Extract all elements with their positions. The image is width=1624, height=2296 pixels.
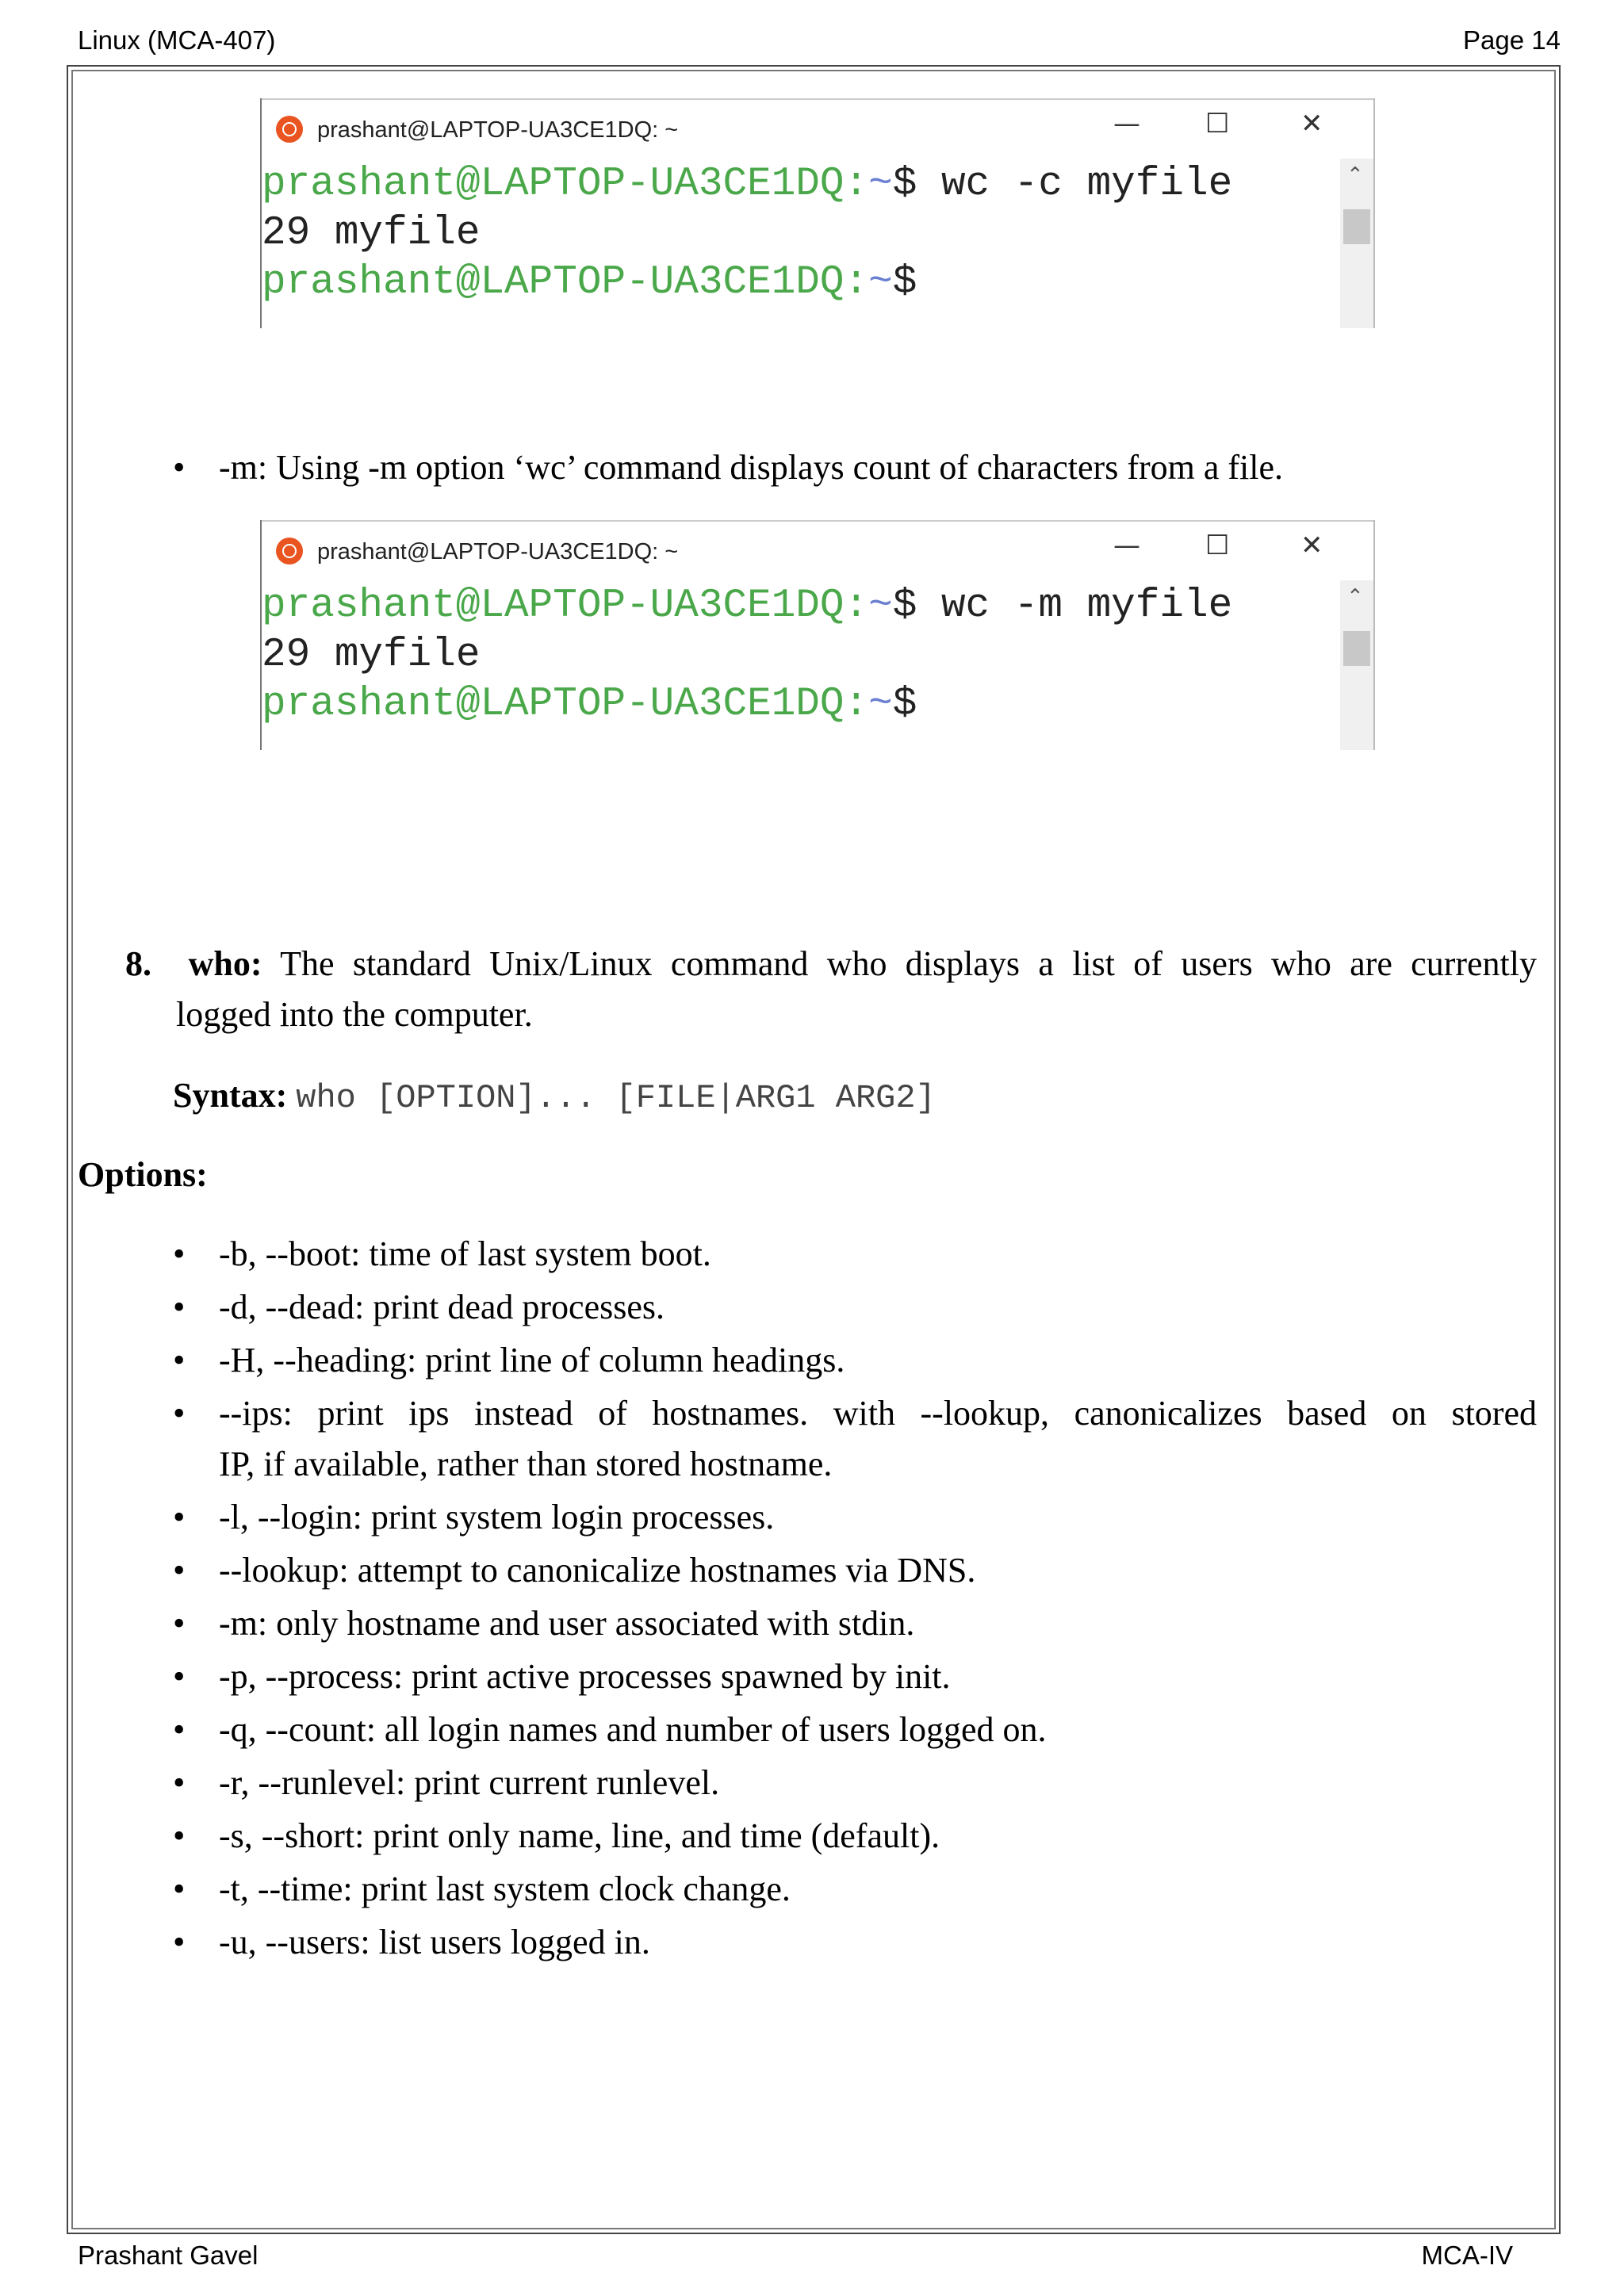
command-text: wc -m myfile <box>917 584 1233 629</box>
terminal-content <box>262 160 1232 308</box>
bullet-m-option: • -m: Using -m option ‘wc’ command displays count of characters from a file. <box>219 442 1283 493</box>
scrollbar-thumb[interactable] <box>1343 631 1370 666</box>
prompt-user: prashant@LAPTOP-UA3CE1DQ: <box>262 584 869 629</box>
header-page-number: Page 14 <box>1463 25 1561 55</box>
scrollbar-thumb[interactable] <box>1343 209 1370 244</box>
close-icon[interactable]: ✕ <box>1300 108 1323 140</box>
prompt-user: prashant@LAPTOP-UA3CE1DQ: <box>262 682 869 727</box>
option-item: • -q, --count: all login names and number of users logged on. <box>219 1705 1047 1755</box>
option-item: • -d, --dead: print dead processes. <box>219 1282 665 1333</box>
option-item: • -s, --short: print only name, line, and time (default). <box>219 1811 940 1862</box>
ubuntu-icon <box>276 538 303 564</box>
section-term: who: <box>188 944 262 983</box>
prompt-dir: ~ <box>868 260 893 305</box>
syntax-code: who [OPTION]... [FILE|ARG1 ARG2] <box>296 1079 936 1117</box>
option-item: • --ips: print ips instead of hostnames. with --lookup, canonicalizes based on stored <box>219 1388 1537 1439</box>
options-heading-text: Options: <box>78 1155 208 1194</box>
section-8-line2: logged into the computer. <box>176 995 533 1034</box>
command-output: 29 myfile <box>262 211 481 256</box>
option-item-continuation: IP, if available, rather than stored hostname. <box>219 1445 833 1483</box>
terminal-content <box>262 582 1232 729</box>
close-icon[interactable]: ✕ <box>1300 530 1323 561</box>
footer-class: MCA-IV <box>1421 2241 1513 2270</box>
prompt-user: prashant@LAPTOP-UA3CE1DQ: <box>262 260 869 305</box>
option-item: • -m: only hostname and user associated with stdin. <box>219 1598 914 1649</box>
option-item: • -l, --login: print system login processes. <box>219 1492 774 1543</box>
prompt-symbol: $ <box>892 162 917 207</box>
prompt-symbol: $ <box>892 682 917 727</box>
footer-author: Prashant Gavel <box>78 2241 259 2270</box>
terminal-title: prashant@LAPTOP-UA3CE1DQ: ~ <box>317 539 679 564</box>
maximize-icon[interactable]: ☐ <box>1205 108 1230 140</box>
minimize-icon[interactable]: — <box>1113 108 1140 140</box>
syntax-label: Syntax: <box>173 1076 288 1115</box>
scroll-up-icon[interactable]: ⌃ <box>1346 163 1364 187</box>
terminal-window-wc-m <box>260 520 1375 750</box>
prompt-symbol: $ <box>892 584 917 629</box>
terminal-title-bar <box>262 98 1373 152</box>
scrollbar[interactable] <box>1340 580 1373 750</box>
maximize-icon[interactable]: ☐ <box>1205 530 1230 561</box>
terminal-title: prashant@LAPTOP-UA3CE1DQ: ~ <box>317 117 679 143</box>
option-item: • --lookup: attempt to canonicalize hostnames via DNS. <box>219 1545 975 1596</box>
prompt-dir: ~ <box>868 584 893 629</box>
minimize-icon[interactable]: — <box>1113 530 1140 561</box>
options-heading <box>78 1150 208 1200</box>
prompt-user: prashant@LAPTOP-UA3CE1DQ: <box>262 162 869 207</box>
option-item: • -t, --time: print last system clock change. <box>219 1864 791 1915</box>
command-text: wc -c myfile <box>917 162 1233 207</box>
option-item: • -p, --process: print active processes spawned by init. <box>219 1651 951 1702</box>
section-description: The standard Unix/Linux command who displays a list of users who are currently <box>280 944 1537 983</box>
section-number: 8. <box>125 944 151 983</box>
terminal-window-wc-c <box>260 98 1375 328</box>
section-8-line1 <box>125 939 1537 989</box>
scrollbar[interactable] <box>1340 159 1373 328</box>
scroll-up-icon[interactable]: ⌃ <box>1346 585 1364 609</box>
terminal-title-bar <box>262 520 1373 574</box>
prompt-symbol: $ <box>892 260 917 305</box>
option-item: • -r, --runlevel: print current runlevel. <box>219 1758 719 1808</box>
command-output: 29 myfile <box>262 633 481 678</box>
header-course: Linux (MCA-407) <box>78 25 276 55</box>
syntax-line <box>173 1070 936 1123</box>
prompt-dir: ~ <box>868 682 893 727</box>
ubuntu-icon <box>276 116 303 143</box>
option-item: • -u, --users: list users logged in. <box>219 1917 650 1968</box>
prompt-dir: ~ <box>868 162 893 207</box>
option-item: • -b, --boot: time of last system boot. <box>219 1229 711 1280</box>
option-item: • -H, --heading: print line of column headings. <box>219 1335 845 1386</box>
